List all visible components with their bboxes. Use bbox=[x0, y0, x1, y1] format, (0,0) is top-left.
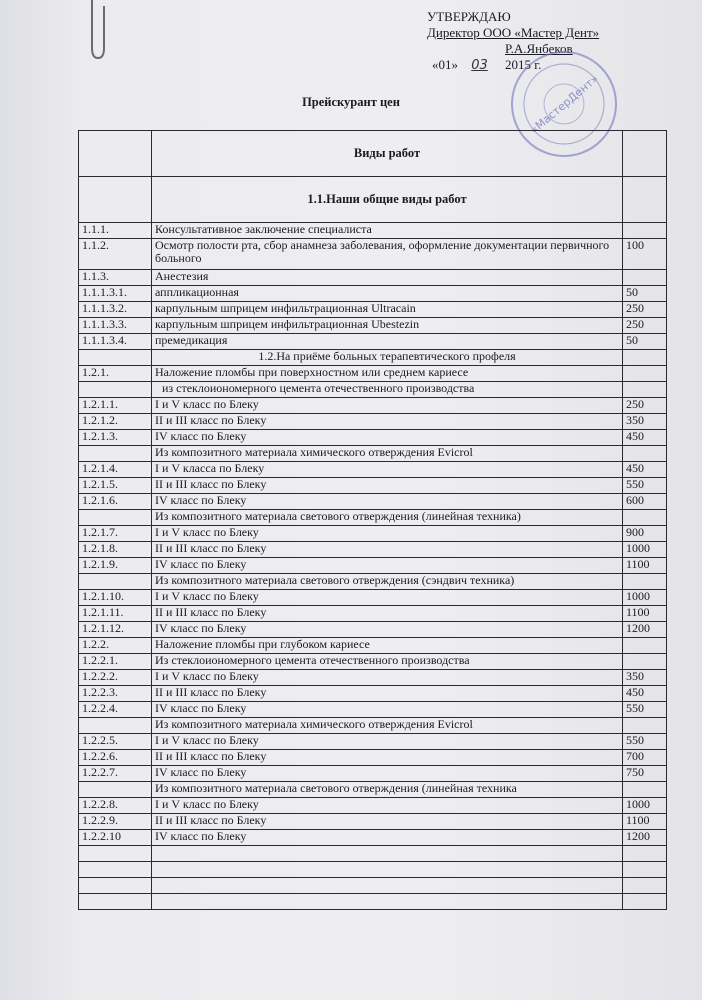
column-header-services: Виды работ bbox=[152, 131, 623, 177]
table-row bbox=[79, 350, 667, 366]
table-row bbox=[79, 798, 667, 814]
row-code: 1.2.1.8. bbox=[79, 542, 152, 558]
row-name: IV класс по Блеку bbox=[152, 622, 623, 638]
row-name: IV класс по Блеку bbox=[152, 702, 623, 718]
row-name: II и III класс по Блеку bbox=[152, 478, 623, 494]
row-price: 450 bbox=[623, 462, 667, 478]
row-price bbox=[623, 382, 667, 398]
row-code: 1.2.1.11. bbox=[79, 606, 152, 622]
table-row bbox=[79, 558, 667, 574]
row-name bbox=[152, 894, 623, 910]
row-price bbox=[623, 446, 667, 462]
row-code: 1.2.2.1. bbox=[79, 654, 152, 670]
row-name: Анестезия bbox=[152, 270, 623, 286]
row-name: Консультативное заключение специалиста bbox=[152, 223, 623, 239]
row-price bbox=[623, 782, 667, 798]
row-name: II и III класс по Блеку bbox=[152, 414, 623, 430]
row-name: II и III класс по Блеку bbox=[152, 606, 623, 622]
row-code: 1.2.2.3. bbox=[79, 686, 152, 702]
row-name: Из стеклоиономерного цемента отечественного производства bbox=[152, 654, 623, 670]
table-row bbox=[79, 830, 667, 846]
row-price bbox=[623, 894, 667, 910]
table-row bbox=[79, 734, 667, 750]
row-name: премедикация bbox=[152, 334, 623, 350]
table-row bbox=[79, 846, 667, 862]
table-row bbox=[79, 590, 667, 606]
approval-date-month: 03 bbox=[471, 58, 488, 73]
row-code: 1.2.1.6. bbox=[79, 494, 152, 510]
row-price bbox=[623, 223, 667, 239]
row-price: 900 bbox=[623, 526, 667, 542]
table-row bbox=[79, 430, 667, 446]
row-price: 600 bbox=[623, 494, 667, 510]
row-price: 250 bbox=[623, 398, 667, 414]
row-code: 1.2.2.4. bbox=[79, 702, 152, 718]
table-row bbox=[79, 414, 667, 430]
row-name: II и III класс по Блеку bbox=[152, 542, 623, 558]
row-price bbox=[623, 270, 667, 286]
row-code bbox=[79, 574, 152, 590]
row-code bbox=[79, 846, 152, 862]
row-code: 1.2.2. bbox=[79, 638, 152, 654]
approval-heading: УТВЕРЖДАЮ bbox=[427, 9, 511, 24]
row-code: 1.2.2.5. bbox=[79, 734, 152, 750]
row-price: 1000 bbox=[623, 542, 667, 558]
approval-date-day: «01» bbox=[432, 57, 458, 72]
row-code: 1.2.1.10. bbox=[79, 590, 152, 606]
row-code bbox=[79, 862, 152, 878]
row-name: аппликационная bbox=[152, 286, 623, 302]
row-price bbox=[623, 638, 667, 654]
row-price: 450 bbox=[623, 686, 667, 702]
row-code: 1.1.1.3.3. bbox=[79, 318, 152, 334]
row-name: I и V класс по Блеку bbox=[152, 526, 623, 542]
table-row bbox=[79, 398, 667, 414]
row-name: IV класс по Блеку bbox=[152, 558, 623, 574]
row-name: 1.2.На приёме больных терапевтического профеля bbox=[152, 350, 623, 366]
section-title: 1.1.Наши общие виды работ bbox=[152, 177, 623, 223]
row-price: 700 bbox=[623, 750, 667, 766]
approval-date-year: 2015 г. bbox=[505, 57, 542, 72]
row-price: 1100 bbox=[623, 606, 667, 622]
row-code: 1.2.2.2. bbox=[79, 670, 152, 686]
row-price: 1200 bbox=[623, 830, 667, 846]
row-name: I и V класс по Блеку bbox=[152, 734, 623, 750]
table-row bbox=[79, 766, 667, 782]
row-code bbox=[79, 718, 152, 734]
row-code: 1.2.1. bbox=[79, 366, 152, 382]
table-row bbox=[79, 862, 667, 878]
table-row bbox=[79, 462, 667, 478]
table-row bbox=[79, 750, 667, 766]
row-name: IV класс по Блеку bbox=[152, 430, 623, 446]
table-row bbox=[79, 686, 667, 702]
row-price bbox=[623, 718, 667, 734]
svg-text:«МастерДент»: «МастерДент» bbox=[527, 72, 602, 137]
row-code bbox=[79, 382, 152, 398]
table-row bbox=[79, 302, 667, 318]
row-price: 550 bbox=[623, 478, 667, 494]
table-row bbox=[79, 702, 667, 718]
row-price: 750 bbox=[623, 766, 667, 782]
table-row bbox=[79, 334, 667, 350]
row-price: 1200 bbox=[623, 622, 667, 638]
price-table bbox=[78, 130, 667, 910]
row-price: 550 bbox=[623, 734, 667, 750]
row-code bbox=[79, 446, 152, 462]
row-price: 350 bbox=[623, 414, 667, 430]
row-name: I и V класс по Блеку bbox=[152, 670, 623, 686]
row-name: II и III класс по Блеку bbox=[152, 750, 623, 766]
table-row bbox=[79, 542, 667, 558]
row-name: Из композитного материала светового отверждения (линейная техника) bbox=[152, 510, 623, 526]
row-code: 1.2.2.7. bbox=[79, 766, 152, 782]
table-row bbox=[79, 670, 667, 686]
row-price: 250 bbox=[623, 318, 667, 334]
row-name: IV класс по Блеку bbox=[152, 494, 623, 510]
row-code: 1.2.2.10 bbox=[79, 830, 152, 846]
row-price bbox=[623, 654, 667, 670]
table-row bbox=[79, 878, 667, 894]
table-row bbox=[79, 446, 667, 462]
row-price: 1000 bbox=[623, 798, 667, 814]
row-price: 50 bbox=[623, 286, 667, 302]
table-row bbox=[79, 526, 667, 542]
table-row bbox=[79, 782, 667, 798]
row-name: Из композитного материала светового отверждения (линейная техника bbox=[152, 782, 623, 798]
table-row bbox=[79, 239, 667, 270]
row-price: 450 bbox=[623, 430, 667, 446]
table-row bbox=[79, 606, 667, 622]
table-row bbox=[79, 510, 667, 526]
table-row bbox=[79, 286, 667, 302]
row-name: Из композитного материала химического отверждения Evicrol bbox=[152, 446, 623, 462]
page-title: Прейскурант цен bbox=[302, 95, 400, 109]
table-row bbox=[79, 478, 667, 494]
row-name: IV класс по Блеку bbox=[152, 766, 623, 782]
row-code: 1.2.1.7. bbox=[79, 526, 152, 542]
row-code: 1.2.1.3. bbox=[79, 430, 152, 446]
row-name bbox=[152, 878, 623, 894]
paper-clip-icon bbox=[84, 0, 110, 62]
table-row bbox=[79, 382, 667, 398]
row-name: I и V класс по Блеку bbox=[152, 590, 623, 606]
row-price bbox=[623, 350, 667, 366]
table-row bbox=[79, 654, 667, 670]
table-row bbox=[79, 894, 667, 910]
row-code: 1.2.1.12. bbox=[79, 622, 152, 638]
row-code bbox=[79, 350, 152, 366]
row-price bbox=[623, 846, 667, 862]
row-price: 50 bbox=[623, 334, 667, 350]
row-name: IV класс по Блеку bbox=[152, 830, 623, 846]
row-price: 550 bbox=[623, 702, 667, 718]
row-price bbox=[623, 862, 667, 878]
row-code: 1.1.1.3.4. bbox=[79, 334, 152, 350]
row-code bbox=[79, 894, 152, 910]
row-name: Осмотр полости рта, сбор анамнеза заболевания, оформление документации первичного больного bbox=[152, 239, 623, 270]
table-header-row bbox=[79, 131, 667, 177]
row-price: 100 bbox=[623, 239, 667, 270]
row-name: Наложение пломбы при поверхностном или среднем кариесе bbox=[152, 366, 623, 382]
row-price bbox=[623, 574, 667, 590]
row-code bbox=[79, 878, 152, 894]
row-price bbox=[623, 878, 667, 894]
row-code: 1.2.2.9. bbox=[79, 814, 152, 830]
row-name bbox=[152, 862, 623, 878]
row-name: Из композитного материала светового отверждения (сэндвич техника) bbox=[152, 574, 623, 590]
row-code bbox=[79, 782, 152, 798]
table-row bbox=[79, 270, 667, 286]
section-row bbox=[79, 177, 667, 223]
row-name: Наложение пломбы при глубоком кариесе bbox=[152, 638, 623, 654]
row-price: 1100 bbox=[623, 814, 667, 830]
table-row bbox=[79, 494, 667, 510]
row-code: 1.2.1.2. bbox=[79, 414, 152, 430]
row-price: 250 bbox=[623, 302, 667, 318]
row-name: Из композитного материала химического отверждения Evicrol bbox=[152, 718, 623, 734]
row-price bbox=[623, 510, 667, 526]
row-name: карпульным шприцем инфильтрационная Ultracain bbox=[152, 302, 623, 318]
table-row bbox=[79, 622, 667, 638]
row-price: 1100 bbox=[623, 558, 667, 574]
row-code: 1.2.1.1. bbox=[79, 398, 152, 414]
row-price: 350 bbox=[623, 670, 667, 686]
row-code: 1.2.2.6. bbox=[79, 750, 152, 766]
table-row bbox=[79, 223, 667, 239]
row-code: 1.2.1.9. bbox=[79, 558, 152, 574]
row-name: I и V класс по Блеку bbox=[152, 798, 623, 814]
row-code bbox=[79, 510, 152, 526]
row-code: 1.2.1.4. bbox=[79, 462, 152, 478]
row-name: из стеклоиономерного цемента отечественного производства bbox=[152, 382, 623, 398]
row-name: II и III класс по Блеку bbox=[152, 814, 623, 830]
row-price: 1000 bbox=[623, 590, 667, 606]
row-code: 1.1.1. bbox=[79, 223, 152, 239]
table-row bbox=[79, 574, 667, 590]
table-row bbox=[79, 718, 667, 734]
table-row bbox=[79, 638, 667, 654]
table-row bbox=[79, 366, 667, 382]
row-code: 1.2.1.5. bbox=[79, 478, 152, 494]
row-name: II и III класс по Блеку bbox=[152, 686, 623, 702]
row-price bbox=[623, 366, 667, 382]
approval-director: Директор ООО «Мастер Дент» bbox=[427, 25, 600, 40]
row-name: I и V класс по Блеку bbox=[152, 398, 623, 414]
row-code: 1.1.2. bbox=[79, 239, 152, 270]
row-name: I и V класса по Блеку bbox=[152, 462, 623, 478]
row-code: 1.1.1.3.2. bbox=[79, 302, 152, 318]
row-code: 1.1.1.3.1. bbox=[79, 286, 152, 302]
table-row bbox=[79, 318, 667, 334]
approval-signatory: Р.А.Янбеков bbox=[505, 41, 573, 56]
row-name bbox=[152, 846, 623, 862]
table-row bbox=[79, 814, 667, 830]
row-code: 1.2.2.8. bbox=[79, 798, 152, 814]
row-name: карпульным шприцем инфильтрационная Ubestezin bbox=[152, 318, 623, 334]
row-code: 1.1.3. bbox=[79, 270, 152, 286]
